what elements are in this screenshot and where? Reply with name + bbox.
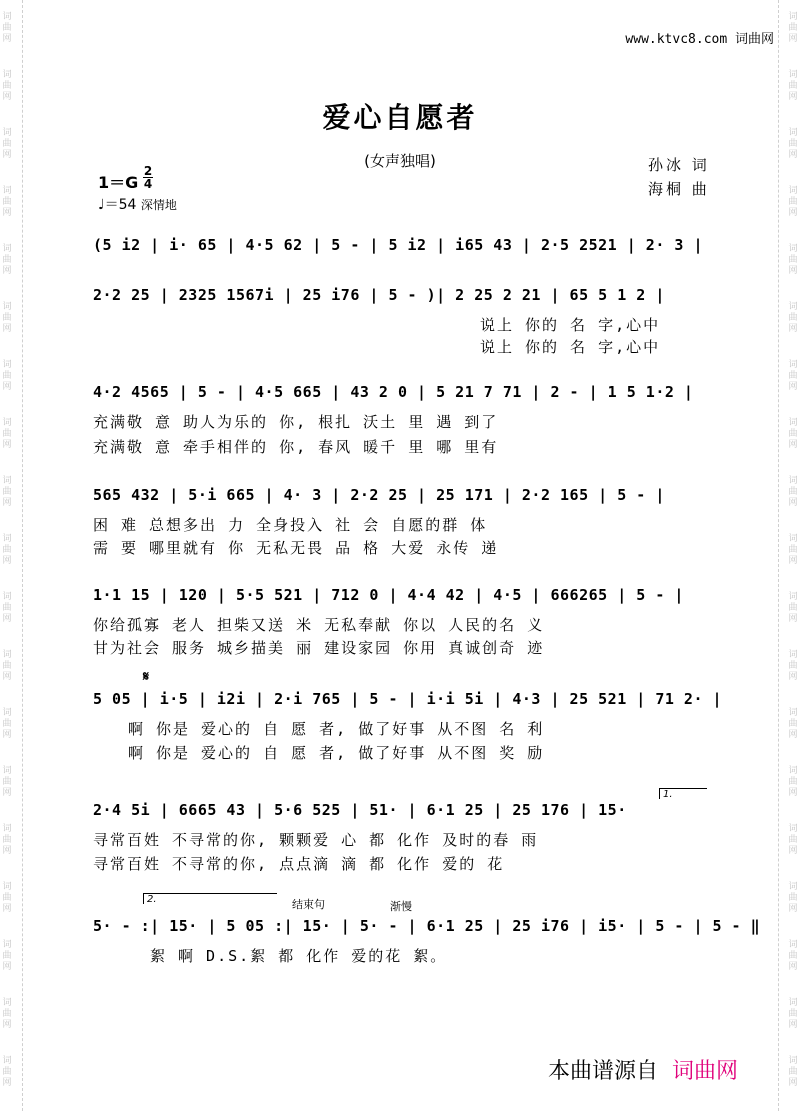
watermark-text: 词 曲 网 bbox=[2, 534, 12, 566]
ritardando-mark: 渐慢 bbox=[390, 900, 412, 913]
watermark-text: 词 曲 网 bbox=[788, 708, 798, 740]
watermark-text: 词 曲 网 bbox=[788, 302, 798, 334]
lyric-line: 啊 你是 爱心的 自 愿 者, 做了好事 从不图 奖 励 bbox=[128, 744, 545, 762]
watermark-text: 词 曲 网 bbox=[2, 882, 12, 914]
watermark-text: 词 曲 网 bbox=[788, 186, 798, 218]
notes-row: 5 05 | i·5 | i2i | 2·i 765 | 5 - | i·i 5i | 4·3 | 25 521 | 71 2· | bbox=[93, 690, 723, 708]
key-signature: 1＝G bbox=[98, 173, 139, 192]
lyric-line: 充满敬 意 助人为乐的 你, 根扎 沃土 里 遇 到了 bbox=[93, 413, 499, 431]
footer-brand-link[interactable]: 词曲网 bbox=[672, 1059, 739, 1084]
notes-row: 565 432 | 5·i 665 | 4· 3 | 2·2 25 | 25 171 | 2·2 165 | 5 - | bbox=[93, 486, 665, 504]
lyricist: 孙冰 词 bbox=[648, 156, 710, 174]
watermark-text: 词 曲 网 bbox=[2, 186, 12, 218]
notes-row: 2·2 25 | 2325 1567i | 25 i76 | 5 - )| 2 25 2 21 | 65 5 1 2 | bbox=[93, 286, 665, 304]
time-bottom: 4 bbox=[143, 177, 153, 191]
notes-row: 4·2 4565 | 5 - | 4·5 665 | 43 2 0 | 5 21 7 71 | 2 - | 1 5 1·2 | bbox=[93, 383, 694, 401]
lyric-line: 絮 啊 D.S.絮 都 化作 爱的花 絮。 bbox=[150, 947, 448, 965]
lyric-line: 寻常百姓 不寻常的你, 颗颗爱 心 都 化作 及时的春 雨 bbox=[93, 831, 539, 849]
notes-row: (5 i2 | i· 65 | 4·5 62 | 5 - | 5 i2 | i65 43 | 2·5 2521 | 2· 3 | bbox=[93, 236, 703, 254]
watermark-text: 词 曲 网 bbox=[2, 244, 12, 276]
watermark-text: 词 曲 网 bbox=[2, 70, 12, 102]
time-signature bbox=[143, 165, 153, 190]
ending-phrase-mark: 结束句 bbox=[292, 898, 325, 911]
segno-sign: 𝄋 bbox=[143, 669, 150, 685]
footer-source bbox=[548, 1054, 738, 1085]
watermark-text: 词 曲 网 bbox=[2, 708, 12, 740]
watermark-text: 词 曲 网 bbox=[2, 998, 12, 1030]
watermark-text: 词 曲 网 bbox=[2, 360, 12, 392]
tempo-marking bbox=[98, 194, 177, 214]
watermark-text: 词 曲 网 bbox=[2, 418, 12, 450]
lyric-line: 需 要 哪里就有 你 无私无畏 品 格 大爱 永传 递 bbox=[93, 539, 499, 557]
watermark-text: 词 曲 网 bbox=[788, 592, 798, 624]
watermark-text: 词 曲 网 bbox=[2, 940, 12, 972]
watermark-text: 词 曲 网 bbox=[2, 766, 12, 798]
watermark-text: 词 曲 网 bbox=[2, 12, 12, 44]
watermark-text: 词 曲 网 bbox=[2, 476, 12, 508]
watermark-text: 词 曲 网 bbox=[788, 940, 798, 972]
lyric-line: 说上 你的 名 字,心中 bbox=[480, 338, 661, 356]
watermark-text: 词 曲 网 bbox=[788, 360, 798, 392]
watermark-text: 词 曲 网 bbox=[788, 534, 798, 566]
watermark-text: 词 曲 网 bbox=[2, 650, 12, 682]
watermark-text: 词 曲 网 bbox=[2, 302, 12, 334]
watermark-text: 词 曲 网 bbox=[788, 1056, 798, 1088]
watermark-text: 词 曲 网 bbox=[788, 418, 798, 450]
watermark-text: 词 曲 网 bbox=[788, 128, 798, 160]
watermark-text: 词 曲 网 bbox=[2, 1056, 12, 1088]
notes-row: 5· - :| 15· | 5 05 :| 15· | 5· - | 6·1 25 | 25 i76 | i5· | 5 - | 5 - ‖ bbox=[93, 917, 761, 935]
lyric-line: 啊 你是 爱心的 自 愿 者, 做了好事 从不图 名 利 bbox=[128, 720, 545, 738]
watermark-text: 词 曲 网 bbox=[788, 12, 798, 44]
volta-2-bracket: 2. bbox=[143, 893, 277, 904]
time-top: 2 bbox=[143, 164, 153, 178]
watermark-text: 词 曲 网 bbox=[788, 882, 798, 914]
watermark-text: 词 曲 网 bbox=[2, 824, 12, 856]
volta-1-bracket: 1. bbox=[659, 788, 707, 799]
watermark-text: 词 曲 网 bbox=[788, 998, 798, 1030]
song-subtitle: (女声独唱) bbox=[364, 152, 436, 170]
watermark-text: 词 曲 网 bbox=[2, 128, 12, 160]
watermark-text: 词 曲 网 bbox=[788, 766, 798, 798]
watermark-text: 词 曲 网 bbox=[788, 244, 798, 276]
lyric-line: 困 难 总想多出 力 全身投入 社 会 自愿的群 体 bbox=[93, 516, 488, 534]
lyric-line: 甘为社会 服务 城乡描美 丽 建设家园 你用 真诚创奇 迹 bbox=[93, 639, 545, 657]
watermark-text: 词 曲 网 bbox=[788, 650, 798, 682]
notes-row: 1·1 15 | 120 | 5·5 521 | 712 0 | 4·4 42 | 4·5 | 666265 | 5 - | bbox=[93, 586, 684, 604]
lyric-line: 充满敬 意 牵手相伴的 你, 春风 暖千 里 哪 里有 bbox=[93, 438, 499, 456]
tempo-value: ♩＝54 bbox=[98, 197, 137, 213]
lyric-line: 寻常百姓 不寻常的你, 点点滴 滴 都 化作 爱的 花 bbox=[93, 855, 505, 873]
lyric-line: 你给孤寡 老人 担柴又送 米 无私奉献 你以 人民的名 义 bbox=[93, 616, 545, 634]
expression-marking: 深情地 bbox=[140, 198, 177, 212]
watermark-text: 词 曲 网 bbox=[788, 476, 798, 508]
watermark-text: 词 曲 网 bbox=[788, 824, 798, 856]
site-url[interactable]: www.ktvc8.com 词曲网 bbox=[625, 32, 774, 47]
lyric-line: 说上 你的 名 字,心中 bbox=[480, 316, 661, 334]
watermark-text: 词 曲 网 bbox=[2, 592, 12, 624]
song-title: 爱心自愿者 bbox=[322, 101, 478, 134]
watermark-text: 词 曲 网 bbox=[788, 70, 798, 102]
notes-row: 2·4 5i | 6665 43 | 5·6 525 | 51· | 6·1 25 | 25 176 | 15· bbox=[93, 801, 627, 819]
composer: 海桐 曲 bbox=[648, 180, 710, 198]
footer-source-text: 本曲谱源自 bbox=[548, 1059, 659, 1084]
